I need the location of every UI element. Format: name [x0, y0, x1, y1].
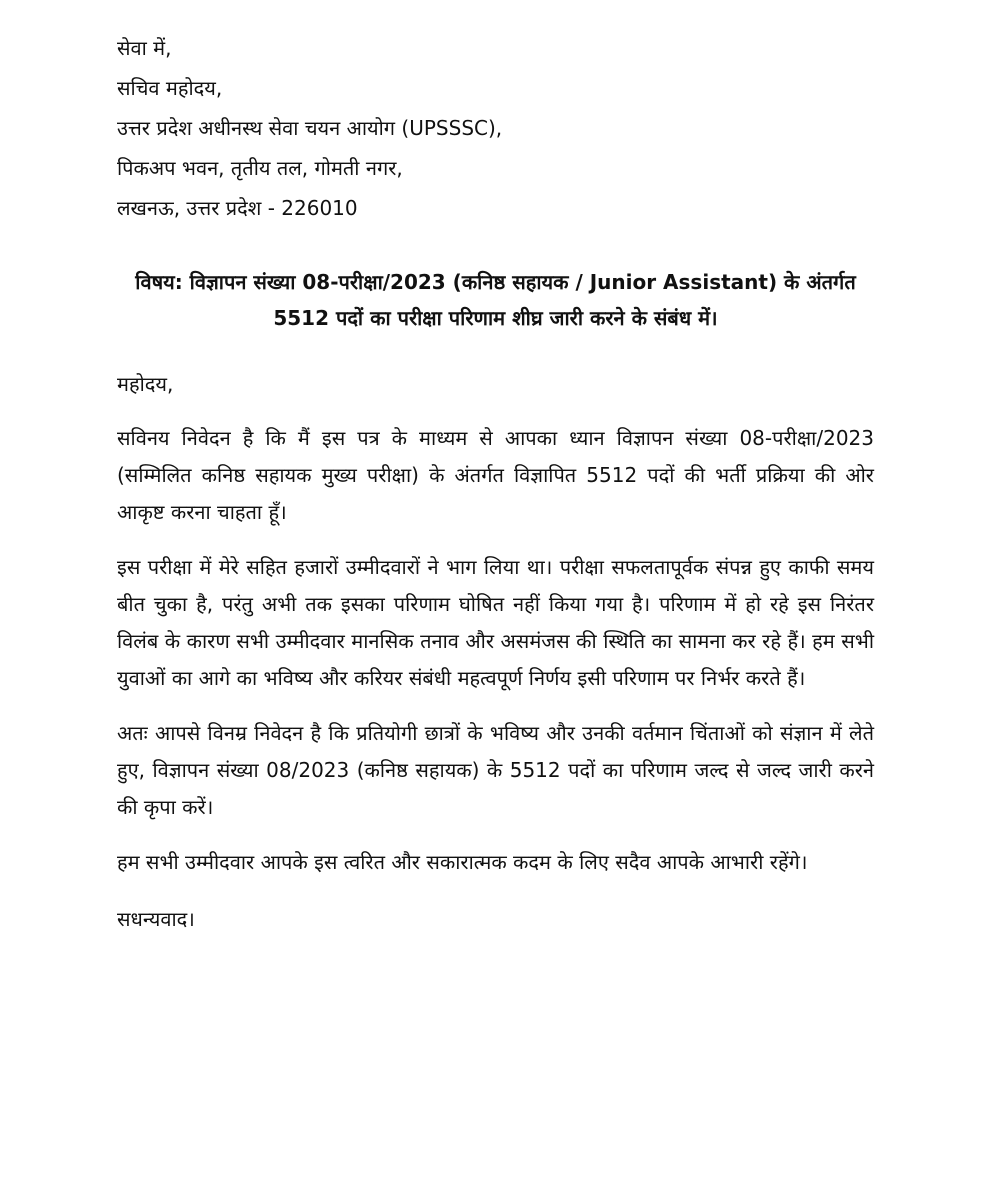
closing-thanks: सधन्यवाद।	[117, 907, 195, 931]
address-line-designation: सचिव महोदय,	[117, 76, 223, 100]
letter-subject: विषय: विज्ञापन संख्या 08-परीक्षा/2023 (कनिष्ठ सहायक / Junior Assistant) के अंतर्गत 5512 पदों का परीक्षा परिणाम शीघ्र जारी करने के संबंध में।	[135, 270, 856, 330]
address-line-organization: उत्तर प्रदेश अधीनस्थ सेवा चयन आयोग (UPSSSC),	[117, 116, 503, 140]
body-paragraph-2: इस परीक्षा में मेरे सहित हजारों उम्मीदवारों ने भाग लिया था। परीक्षा सफलतापूर्वक संपन्न हुए काफी समय बीत चुका है, परंतु अभी तक इसका परिणाम घोषित नहीं किया गया है। परिणाम में हो रहे इस निरंतर विलंब के कारण सभी उम्मीदवार मानसिक तनाव और असमंजस की स्थिति का सामना कर रहे हैं। हम सभी युवाओं का आगे का भविष्य और करियर संबंधी महत्वपूर्ण निर्णय इसी परिणाम पर निर्भर करते हैं।	[117, 555, 874, 690]
recipient-address	[117, 28, 874, 228]
body-paragraph-4: हम सभी उम्मीदवार आपके इस त्वरित और सकारात्मक कदम के लिए सदैव आपके आभारी रहेंगे।	[117, 850, 808, 874]
letter-page	[117, 28, 874, 937]
body-paragraph-1: सविनय निवेदन है कि मैं इस पत्र के माध्यम से आपका ध्यान विज्ञापन संख्या 08-परीक्षा/2023 (सम्मिलित कनिष्ठ सहायक मुख्य परीक्षा) के अंतर्गत विज्ञापित 5512 पदों की भर्ती प्रक्रिया की ओर आकृष्ट करना चाहता हूँ।	[117, 426, 874, 524]
address-line-city: लखनऊ, उत्तर प्रदेश - 226010	[117, 196, 358, 220]
address-line-street: पिकअप भवन, तृतीय तल, गोमती नगर,	[117, 156, 403, 180]
address-line-to: सेवा में,	[117, 36, 172, 60]
salutation: महोदय,	[117, 372, 174, 396]
body-paragraph-3: अतः आपसे विनम्र निवेदन है कि प्रतियोगी छात्रों के भविष्य और उनकी वर्तमान चिंताओं को संज्ञान में लेते हुए, विज्ञापन संख्या 08/2023 (कनिष्ठ सहायक) के 5512 पदों का परिणाम जल्द से जल्द जारी करने की कृपा करें।	[117, 721, 874, 819]
